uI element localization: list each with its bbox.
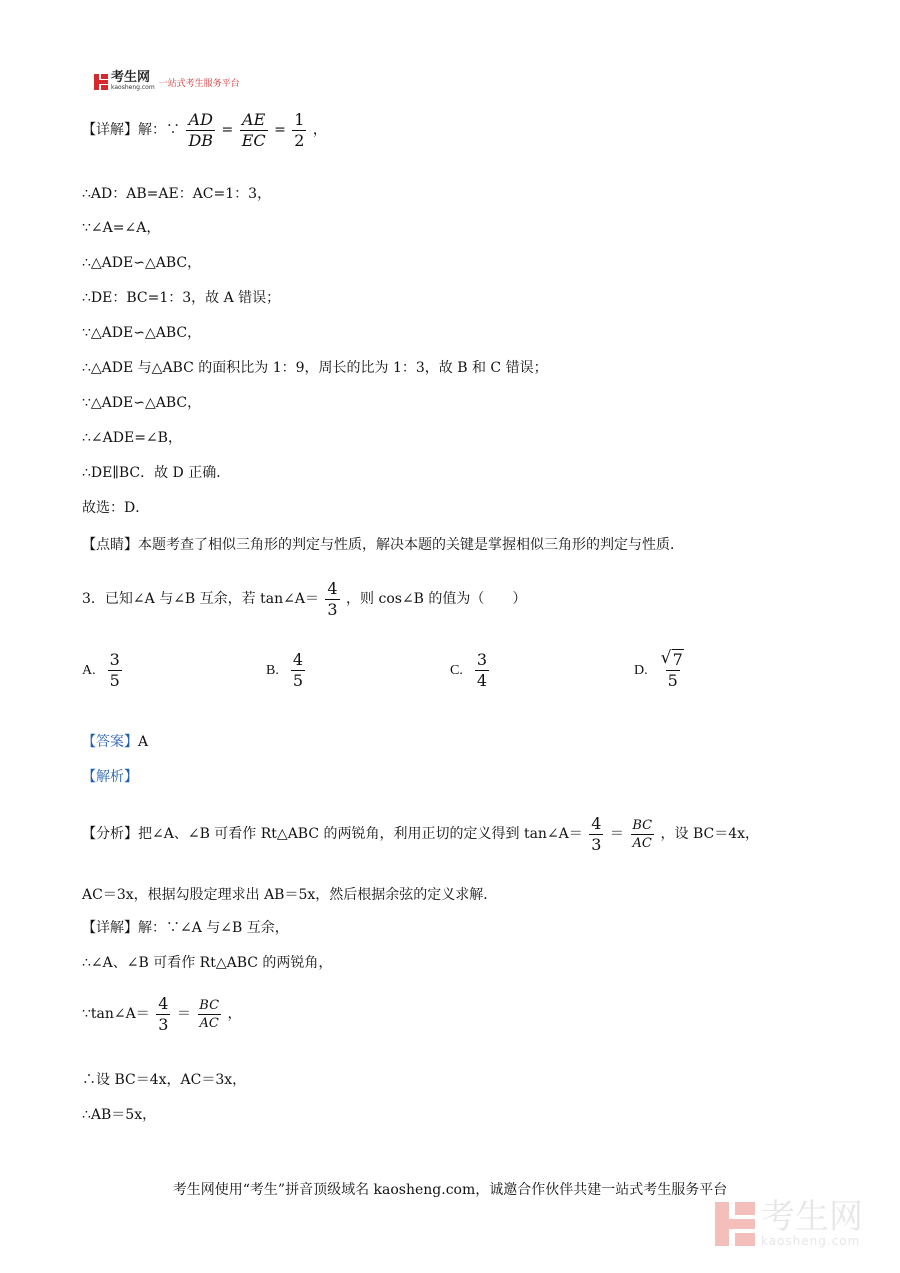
solution-line: ∵△ADE∽△ABC， (82, 325, 202, 341)
option-c: C. $\frac{3}{4}$ (450, 650, 488, 690)
solution-line: ∵△ADE∽△ABC， (82, 395, 202, 411)
analysis-line-5: ∵tan∠A＝ $\frac{4}{3}$ ＝ $\frac{BC}{AC}$ ， (82, 993, 242, 1034)
fraction-one-half: $\frac{1}{2}$ (294, 109, 305, 150)
analysis-line-7: ∴AB＝5x， (82, 1107, 157, 1123)
watermark-name: 考生网 (761, 1197, 863, 1237)
solution-line: ∵∠A=∠A， (82, 220, 161, 236)
fraction-ae-ec: $\frac{AE}{EC}$ (241, 109, 266, 150)
option-a-fraction: $\frac{3}{5}$ (109, 650, 120, 690)
fraction-bc-ac: $\frac{BC}{AC}$ (199, 997, 220, 1031)
page-footer: 考生网使用“考生”拼音顶级域名 kaosheng.com，诚邀合作伙伴共建一站式考生服务平台 (172, 1182, 728, 1198)
analysis-line-4: ∴∠A、∠B 可看作 Rt△ABC 的两锐角， (82, 955, 333, 971)
watermark-domain: kaosheng.com (761, 1234, 861, 1248)
analysis-line-1: 【分析】把∠A、∠B 可看作 Rt△ABC 的两锐角，利用正切的定义得到 tan∠A＝ $\frac{4}{3}$ ＝ $\frac{BC}{AC}$ ，设 BC＝4x， (82, 813, 760, 854)
solution-first-line: 【详解】解：∵ $\frac{AD}{DB}$ = $\frac{AE}{EC}$ = $\frac{1}{2}$ ， (82, 109, 327, 150)
solution-line: ∴DE：BC=1：3，故 A 错误； (82, 290, 281, 306)
logo-domain: kaosheng.com (111, 84, 155, 91)
fraction-bc-ac: $\frac{BC}{AC}$ (632, 817, 653, 851)
question-3-stem: 3．已知∠A 与∠B 互余，若 tan∠A＝ $\frac{4}{3}$ ，则 cos∠B 的值为（ ） (82, 578, 527, 619)
logo-name: 考生网 (111, 70, 151, 85)
answer-value: A (138, 734, 149, 750)
answer-line (82, 732, 148, 752)
fraction-four-thirds: $\frac{4}{3}$ (327, 578, 338, 619)
sqrt-icon: √ 7 (662, 652, 684, 668)
option-d: D. √ $\frac{7}{5}$ (634, 652, 688, 689)
solution-line: ∴△ADE∽△ABC， (82, 255, 202, 271)
solution-line: ∴DE∥BC．故 D 正确． (82, 465, 231, 481)
solution-line: ∴∠ADE=∠B， (82, 430, 182, 446)
option-a: A. $\frac{3}{5}$ (82, 650, 120, 690)
solution-line: 故选：D． (82, 500, 150, 516)
watermark (715, 1197, 863, 1248)
fraction-four-thirds: $\frac{4}{3}$ (591, 813, 602, 854)
fraction-ad-db: $\frac{AD}{DB}$ (188, 109, 214, 150)
solution-detail-prefix: 【详解】解：∵ (82, 122, 180, 138)
option-d-fraction: √ $\frac{7}{5}$ (660, 652, 686, 689)
option-b: B. $\frac{4}{5}$ (266, 650, 304, 690)
answer-tag: 【答案】 (82, 734, 138, 750)
analysis-line-6: ∴设 BC＝4x，AC＝3x， (82, 1072, 247, 1088)
analysis-line-3: 【详解】解：∵∠A 与∠B 互余， (82, 920, 289, 936)
header-logo (94, 72, 240, 91)
solution-line: ∴AD：AB=AE：AC=1：3， (82, 186, 272, 202)
option-b-fraction: $\frac{4}{5}$ (292, 650, 304, 690)
kaosheng-watermark-icon (715, 1202, 755, 1246)
option-c-fraction: $\frac{3}{4}$ (476, 650, 488, 690)
fraction-four-thirds: $\frac{4}{3}$ (158, 993, 169, 1034)
key-point-note: 【点睛】本题考查了相似三角形的判定与性质，解决本题的关键是掌握相似三角形的判定与性质． (82, 537, 684, 553)
solution-line: ∴△ADE 与△ABC 的面积比为 1：9，周长的比为 1：3，故 B 和 C 错误； (82, 360, 548, 376)
analysis-tag: 【解析】 (82, 769, 138, 785)
logo-slogan: 一站式考生服务平台 (158, 79, 240, 89)
kaosheng-logo-icon (94, 74, 108, 90)
analysis-line-2: AC＝3x，根据勾股定理求出 AB＝5x，然后根据余弦的定义求解． (82, 887, 498, 903)
